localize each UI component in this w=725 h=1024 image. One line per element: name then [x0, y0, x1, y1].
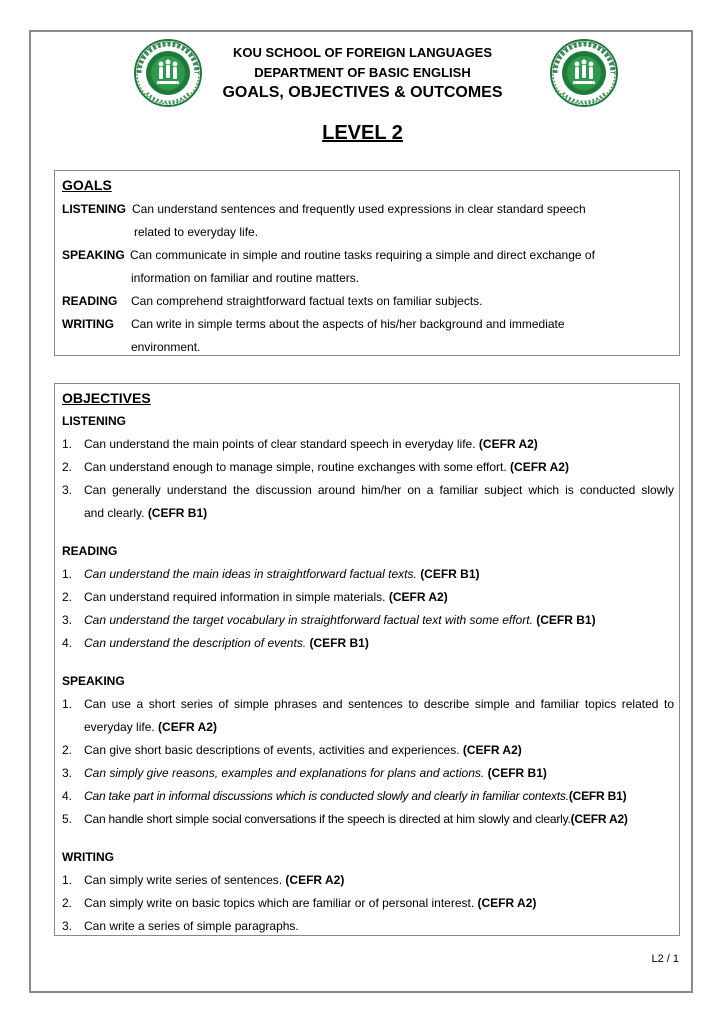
level-title: LEVEL 2: [322, 122, 403, 144]
objective-item: Can understand the main points of clear standard speech in everyday life. (CEFR A2): [84, 437, 538, 451]
list-number: 1.: [62, 697, 73, 711]
list-number: 1.: [62, 873, 73, 887]
goal-text: related to everyday life.: [134, 225, 259, 239]
goal-label: SPEAKING: [62, 248, 125, 262]
list-number: 3.: [62, 483, 73, 497]
objective-item: Can write a series of simple paragraphs.: [84, 919, 299, 933]
objective-item: Can simply write series of sentences. (CEFR A2): [84, 873, 345, 887]
page-number: L2 / 1: [651, 953, 679, 965]
list-number: 1.: [62, 567, 73, 581]
list-number: 2.: [62, 590, 73, 604]
objective-item: Can give short basic descriptions of events, activities and experiences. (CEFR A2): [84, 743, 522, 757]
list-number: 3.: [62, 613, 73, 627]
goal-label: READING: [62, 294, 118, 308]
list-number: 2.: [62, 460, 73, 474]
goal-text: Can communicate in simple and routine tasks requiring a simple and direct exchange of: [130, 248, 595, 262]
listening-title: LISTENING: [62, 414, 127, 428]
goal-text: information on familiar and routine matters.: [131, 271, 360, 285]
list-number: 2.: [62, 743, 73, 757]
goals-title: GOALS: [62, 177, 112, 193]
goal-text: Can understand sentences and frequently used expressions in clear standard speech: [132, 202, 586, 216]
objective-item: Can understand the description of events. (CEFR B1): [84, 636, 369, 650]
list-number: 2.: [62, 896, 73, 910]
document-subtitle: GOALS, OBJECTIVES & OUTCOMES: [222, 84, 503, 101]
goals-section: [54, 170, 680, 356]
reading-title: READING: [62, 544, 118, 558]
objective-item: Can use a short series of simple phrases and sentences to describe simple and familiar topics related to: [84, 697, 674, 711]
writing-title: WRITING: [62, 850, 114, 864]
objectives-title: OBJECTIVES: [62, 390, 151, 406]
list-number: 3.: [62, 766, 73, 780]
objective-item: Can understand the target vocabulary in straightforward factual text with some effort. (CEFR B1): [84, 613, 596, 627]
objectives-section: [54, 383, 680, 936]
objective-item-continued: and clearly. (CEFR B1): [84, 506, 208, 520]
objective-item: Can generally understand the discussion around him/her on a familiar subject which is conducted slowly: [84, 483, 674, 497]
objective-item: Can understand the main ideas in straightforward factual texts. (CEFR B1): [84, 567, 480, 581]
goal-text: Can comprehend straightforward factual texts on familiar subjects.: [131, 294, 483, 308]
objective-item: Can handle short simple social conversations if the speech is directed at him slowly and clearly.(CEFR A2): [84, 812, 628, 826]
objective-item: Can understand required information in simple materials. (CEFR A2): [84, 590, 448, 604]
department-name: DEPARTMENT OF BASIC ENGLISH: [254, 65, 471, 80]
objective-item: Can take part in informal discussions which is conducted slowly and clearly in familiar contexts.(CEFR B1): [84, 789, 627, 803]
goal-text: Can write in simple terms about the aspects of his/her background and immediate: [131, 317, 565, 331]
list-number: 3.: [62, 919, 73, 933]
objective-item: Can understand enough to manage simple, routine exchanges with some effort. (CEFR A2): [84, 460, 569, 474]
speaking-title: SPEAKING: [62, 674, 125, 688]
goal-label: LISTENING: [62, 202, 127, 216]
school-name: KOU SCHOOL OF FOREIGN LANGUAGES: [232, 45, 493, 60]
list-number: 1.: [62, 437, 73, 451]
objective-item: Can simply write on basic topics which are familiar or of personal interest. (CEFR A2): [84, 896, 537, 910]
objective-item-continued: everyday life. (CEFR A2): [84, 720, 217, 734]
goal-text: environment.: [131, 340, 201, 354]
list-number: 4.: [62, 636, 73, 650]
goal-label: WRITING: [62, 317, 114, 331]
list-number: 4.: [62, 789, 73, 803]
objective-item: Can simply give reasons, examples and explanations for plans and actions. (CEFR B1): [84, 766, 547, 780]
list-number: 5.: [62, 812, 73, 826]
